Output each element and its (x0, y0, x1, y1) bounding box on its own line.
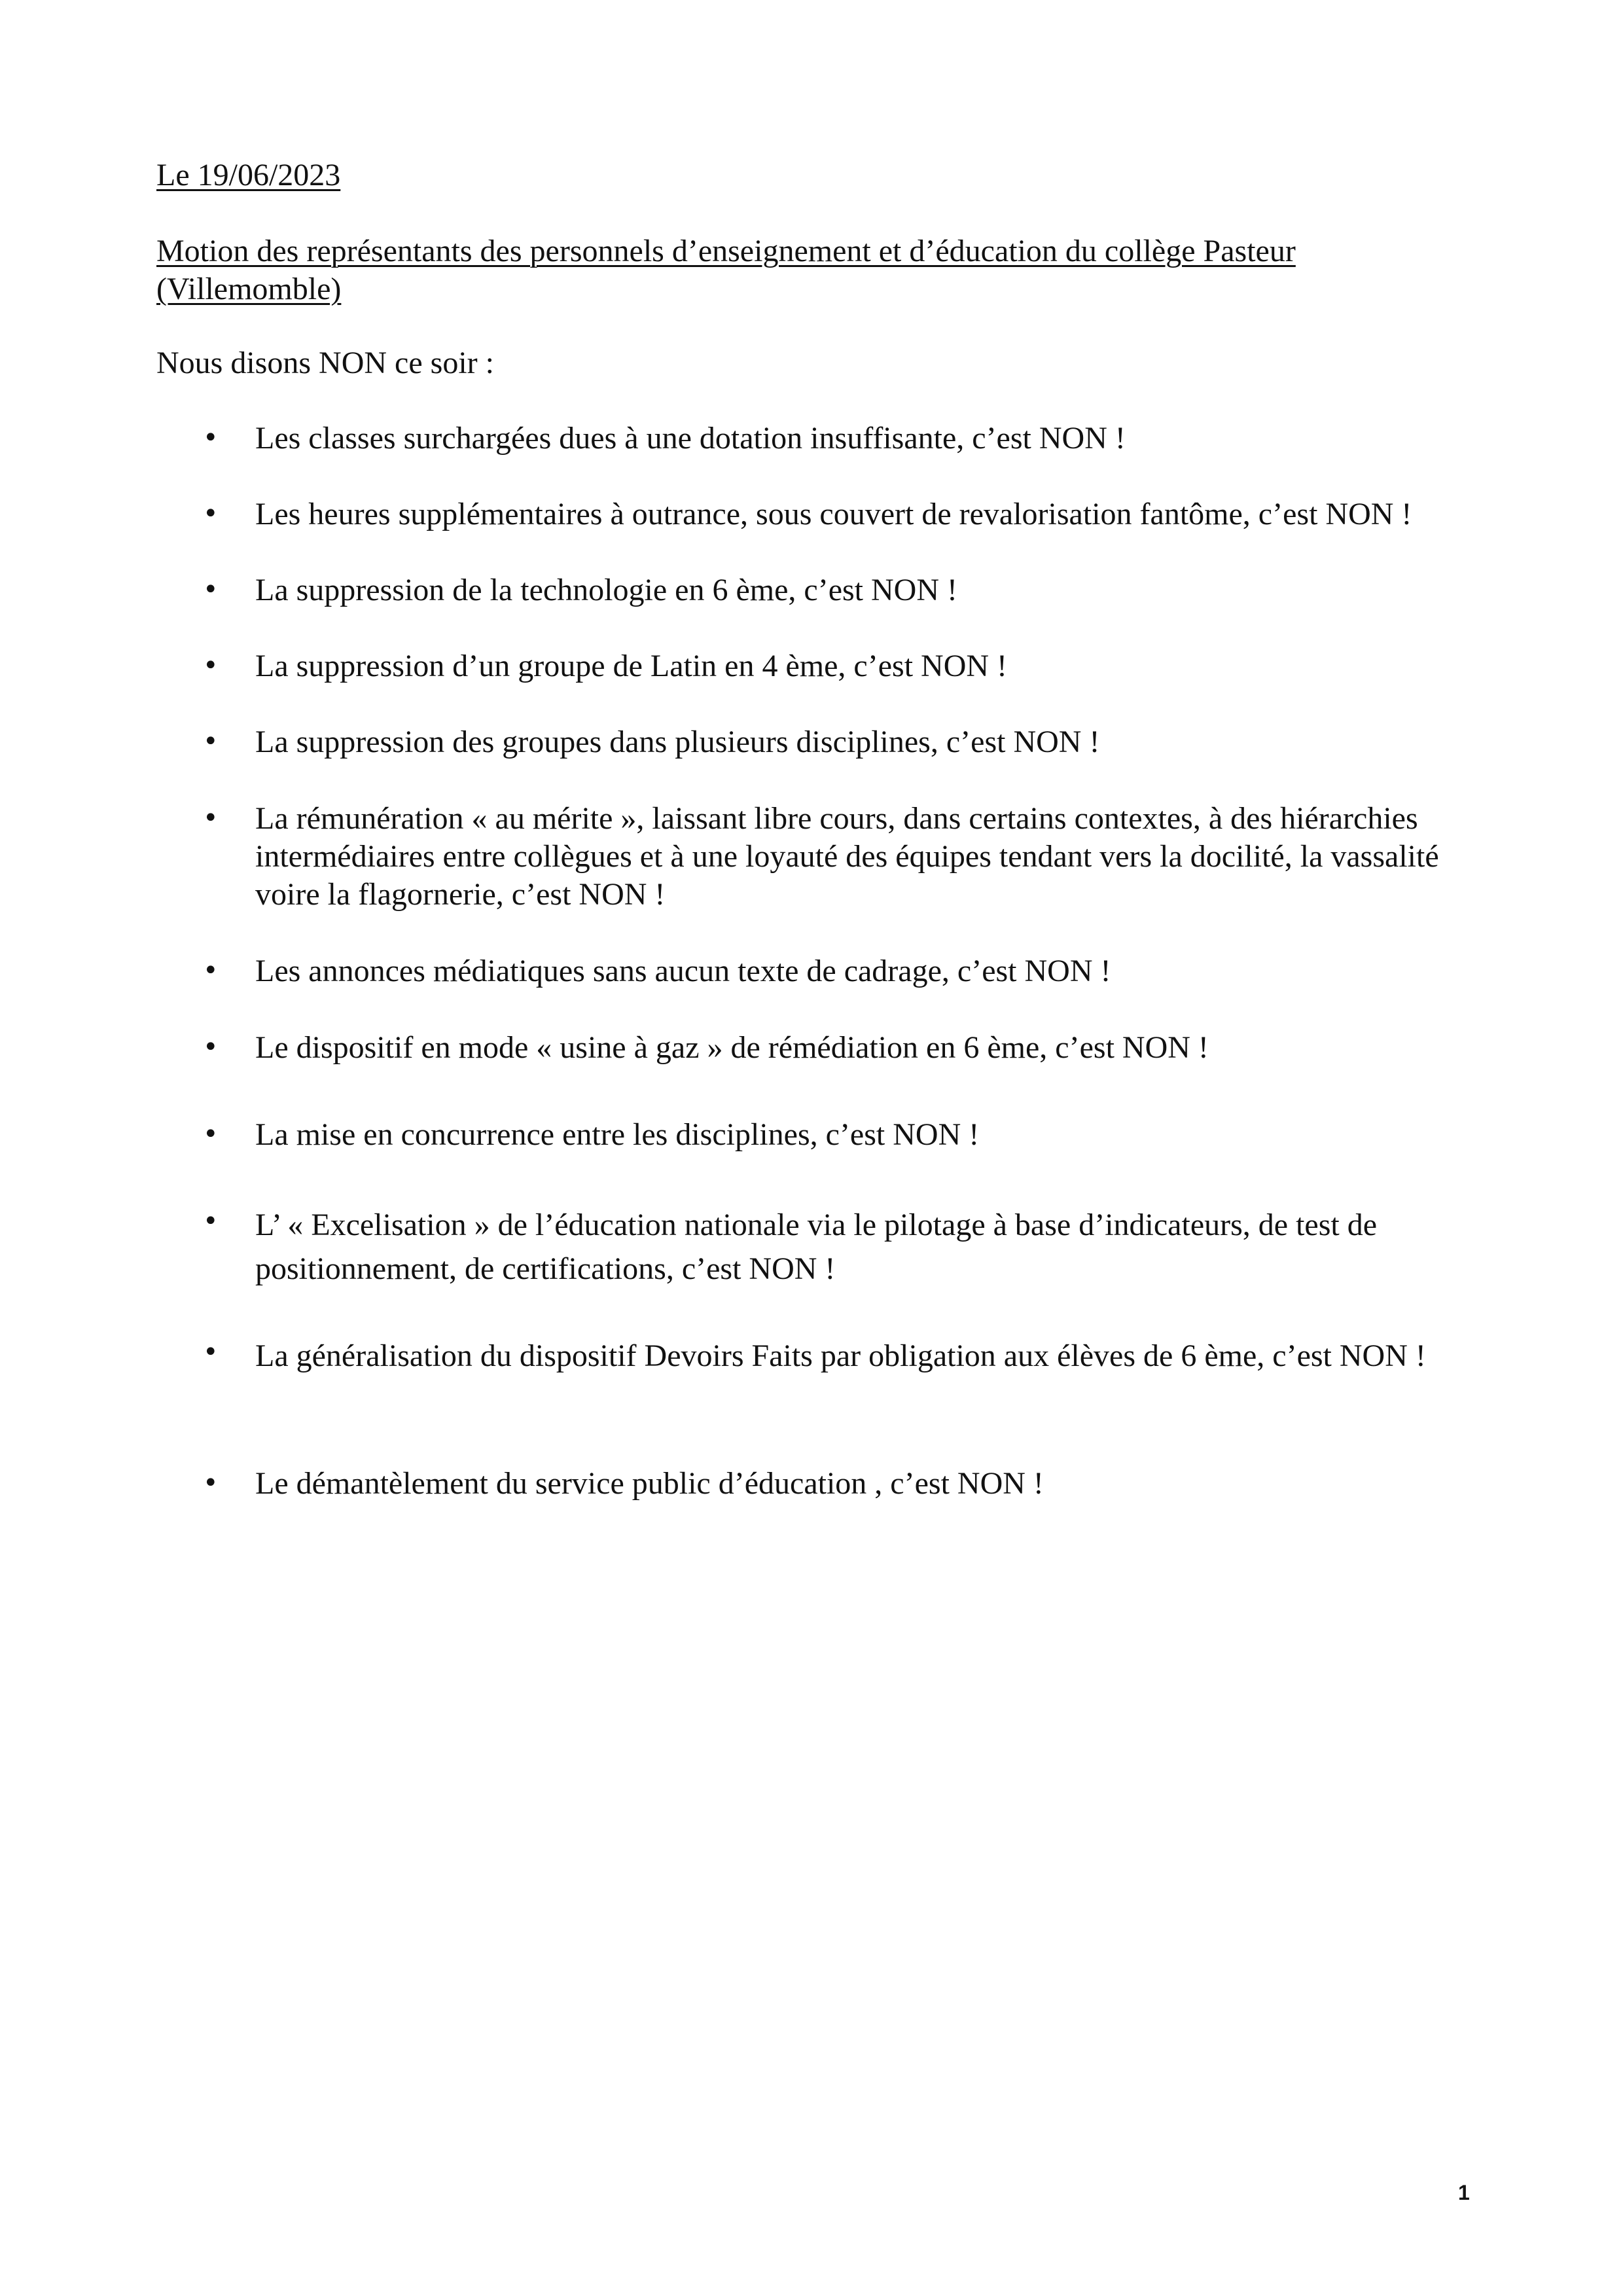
list-item-text: Le démantèlement du service public d’éducation , c’est NON ! (255, 1466, 1044, 1501)
bullet-icon: • (203, 651, 219, 681)
list-item-text: La suppression d’un groupe de Latin en 4 ème, c’est NON ! (255, 649, 1007, 683)
bullet-icon: • (203, 1206, 219, 1236)
list-item-text: La suppression de la technologie en 6 ème, c’est NON ! (255, 573, 957, 607)
bullet-icon: • (203, 803, 219, 833)
list-item-text: Les annonces médiatiques sans aucun texte de cadrage, c’est NON ! (255, 954, 1111, 988)
bullet-icon: • (203, 1032, 219, 1062)
list-item-text: La mise en concurrence entre les disciplines, c’est NON ! (255, 1117, 980, 1152)
bullet-icon: • (203, 575, 219, 605)
bullet-icon: • (203, 726, 219, 757)
list-item-text: La suppression des groupes dans plusieurs disciplines, c’est NON ! (255, 725, 1100, 759)
bullet-icon: • (203, 956, 219, 986)
bullet-icon: • (203, 1119, 219, 1149)
motion-title: Motion des représentants des personnels d’enseignement et d’éducation du collège Pasteur (Villemomble) (156, 234, 1296, 306)
list-item-text: Les classes surchargées dues à une dotation insuffisante, c’est NON ! (255, 421, 1126, 456)
bullet-icon: • (203, 1468, 219, 1498)
page-number: 1 (1458, 2181, 1470, 2204)
list-item-text: Les heures supplémentaires à outrance, sous couvert de revalorisation fantôme, c’est NON ! (255, 497, 1412, 531)
list-item-text: La rémunération « au mérite », laissant libre cours, dans certains contextes, à des hiérarchies intermédiaires entre collègues et à une loyauté des équipes tendant vers la docilité, la vassalité voire la flagornerie, c’est NON ! (255, 801, 1439, 912)
list-item-text: Le dispositif en mode « usine à gaz » de rémédiation en 6 ème, c’est NON ! (255, 1030, 1209, 1065)
bullet-icon: • (203, 499, 219, 529)
list-item-text: L’ « Excelisation » de l’éducation nationale via le pilotage à base d’indicateurs, de test de positionnement, de certifications, c’est NON ! (255, 1208, 1378, 1286)
document-date: Le 19/06/2023 (156, 158, 341, 192)
bullet-icon: • (203, 423, 219, 453)
bullet-icon: • (203, 1337, 219, 1367)
list-item-text: La généralisation du dispositif Devoirs Faits par obligation aux élèves de 6 ème, c’est NON ! (255, 1338, 1426, 1373)
intro-text: Nous disons NON ce soir : (156, 346, 494, 380)
